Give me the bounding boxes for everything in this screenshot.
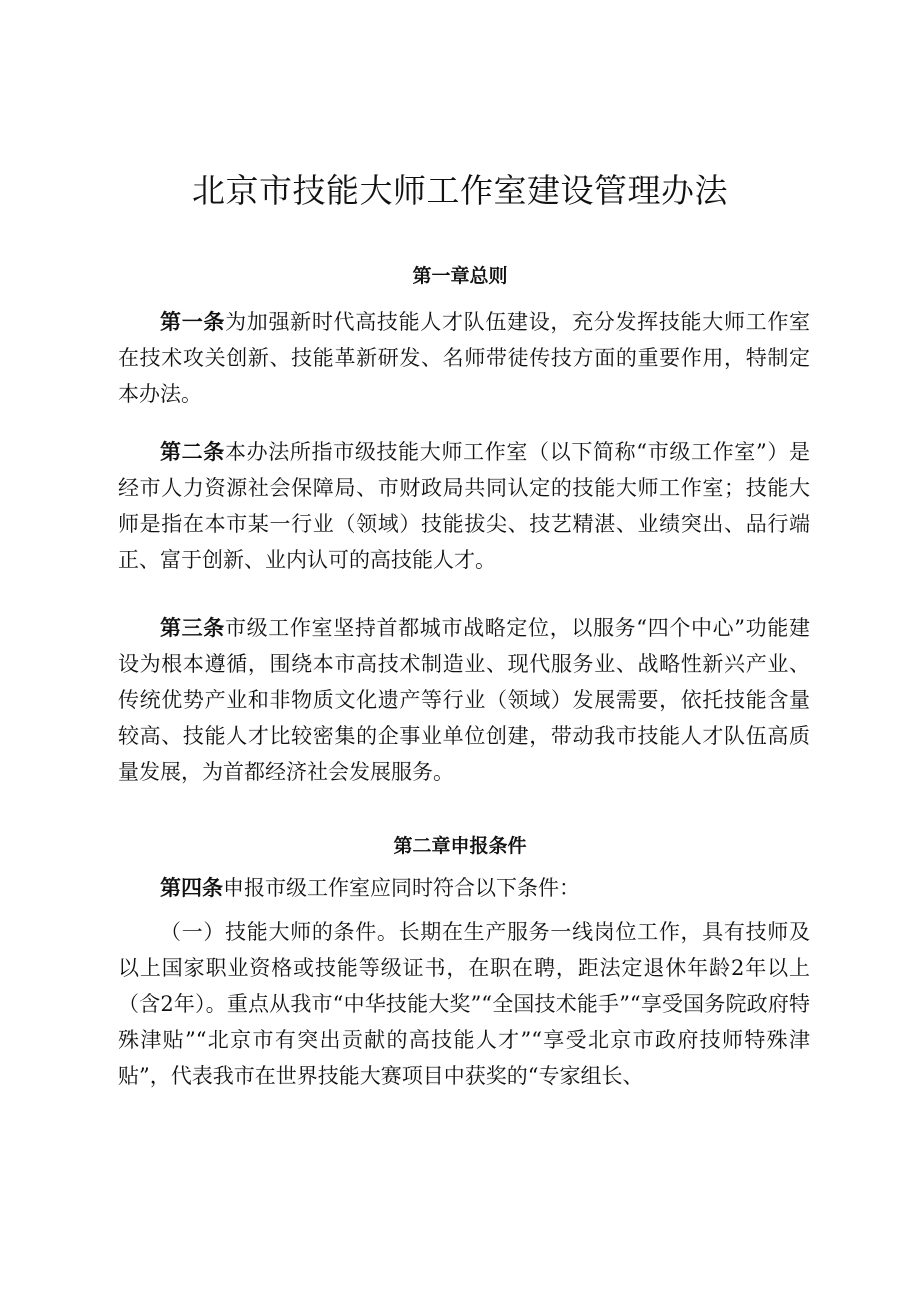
article-3-text: 市级工作室坚持首都城市战略定位，以服务“四个中心”功能建设为根本遵循，围绕本市高技术制造业、现代服务业、战略性新兴产业、传统优势产业和非物质文化遗产等行业（领域）发展需要，依托技能含量较高、技能人才比较密集的企事业单位创建，带动我市技能人才队伍高质量发展，为首都经济社会发展服务。 xyxy=(118,616,810,784)
chapter-1-heading: 第一章总则 xyxy=(412,265,508,287)
article-4-text: 申报市级工作室应同时符合以下条件： xyxy=(223,876,580,900)
article-2 xyxy=(118,434,810,578)
article-2-label: 第二条 xyxy=(160,440,225,464)
article-4 xyxy=(118,870,810,906)
document-title: 北京市技能大师工作室建设管理办法 xyxy=(192,171,728,210)
article-1 xyxy=(118,304,810,412)
article-3-label: 第三条 xyxy=(160,616,225,640)
chapter-2-heading: 第二章申报条件 xyxy=(393,835,527,857)
article-1-text: 为加强新时代高技能人才队伍建设，充分发挥技能大师工作室在技术攻关创新、技能革新研发、名师带徒传技方面的重要作用，特制定本办法。 xyxy=(118,310,811,406)
article-4-item-1: （一）技能大师的条件。长期在生产服务一线岗位工作，具有技师及以上国家职业资格或技能等级证书，在职在聘，距法定退休年龄2年以上（含2年）。重点从我市“中华技能大奖”“全国技术能手”“享受国务院政府特殊津贴”“北京市有突出贡献的高技能人才”“享受北京市政府技师特殊津贴”，代表我市在世界技能大赛项目中获奖的“专家组长、 xyxy=(118,920,810,1088)
article-1-label: 第一条 xyxy=(160,310,226,334)
article-2-text: 本办法所指市级技能大师工作室（以下简称“市级工作室”）是经市人力资源社会保障局、市财政局共同认定的技能大师工作室；技能大师是指在本市某一行业（领域）技能拔尖、技艺精湛、业绩突出、品行端正、富于创新、业内认可的高技能人才。 xyxy=(118,440,810,572)
article-4-label: 第四条 xyxy=(160,876,223,900)
article-3 xyxy=(118,610,810,790)
